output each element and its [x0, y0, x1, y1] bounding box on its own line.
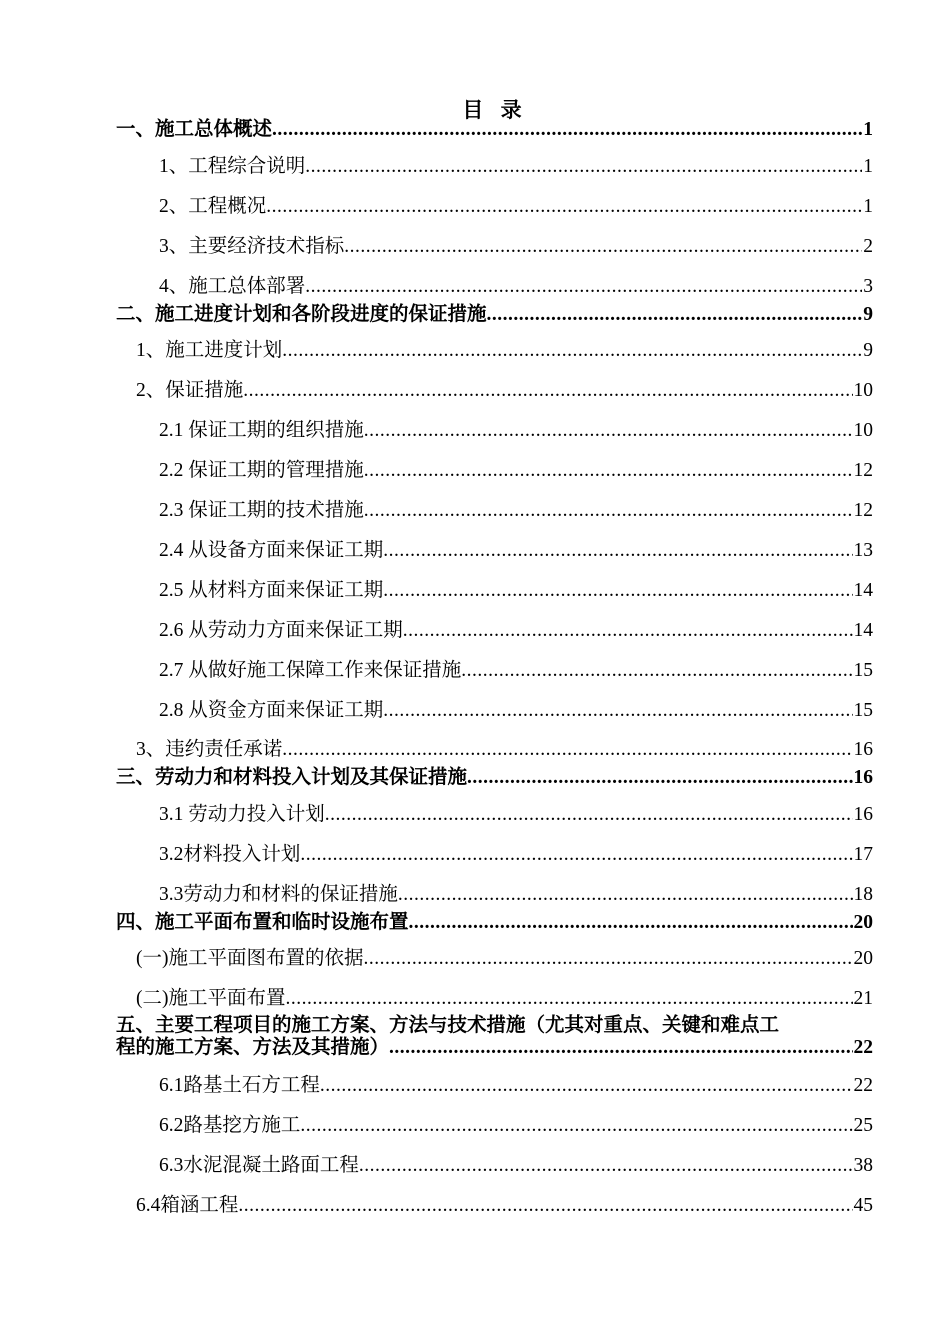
toc-entry-page: 1: [863, 156, 873, 177]
toc-entry-page: 14: [853, 620, 873, 641]
toc-entry[interactable]: [136, 946, 873, 972]
toc-entry-page: 12: [853, 500, 873, 521]
toc-entry[interactable]: [116, 1035, 873, 1061]
toc-entry-text: 1、工程综合说明: [159, 156, 306, 177]
toc-entry-page: 10: [853, 420, 873, 441]
toc-entry-line1[interactable]: 五、主要工程项目的施工方案、方法与技术措施（尤其对重点、关键和难点工: [116, 1015, 780, 1036]
toc-entry[interactable]: [136, 378, 873, 404]
toc-entry[interactable]: [159, 194, 873, 220]
toc-entry-text: 3、主要经济技术指标: [159, 236, 345, 257]
toc-entry-page: 15: [853, 700, 873, 721]
toc-entry-page: 16: [853, 767, 873, 788]
toc-entry-page: 20: [853, 912, 873, 933]
toc-entry-text: 2、工程概况: [159, 196, 267, 217]
toc-entry-page: 13: [853, 540, 873, 561]
toc-entry-text: 3、违约责任承诺: [136, 739, 283, 760]
toc-entry-page: 22: [853, 1037, 873, 1058]
toc-entry-text: 四、施工平面布置和临时设施布置: [116, 912, 409, 933]
toc-entry-text: 3.3劳动力和材料的保证措施: [159, 884, 398, 905]
toc-entry[interactable]: [116, 910, 873, 936]
toc-entry[interactable]: [159, 842, 873, 868]
toc-entry-page: 14: [853, 580, 873, 601]
toc-entry[interactable]: [159, 418, 873, 444]
toc-entry-page: 18: [853, 884, 873, 905]
toc-entry-page: 17: [853, 844, 873, 865]
toc-entry[interactable]: [159, 882, 873, 908]
toc-entry-text: (二)施工平面布置: [136, 988, 286, 1009]
toc-entry-page: 9: [863, 304, 873, 325]
toc-entry[interactable]: [136, 1193, 873, 1219]
toc-entry-page: 2: [863, 236, 873, 257]
toc-entry-text: 2.4 从设备方面来保证工期: [159, 540, 384, 561]
toc-entry-text: 2.5 从材料方面来保证工期: [159, 580, 384, 601]
toc-entry-page: 25: [853, 1115, 873, 1136]
toc-entry-page: 9: [863, 340, 873, 361]
toc-entry-text: 6.1路基土石方工程: [159, 1075, 320, 1096]
toc-entry-text: 2.1 保证工期的组织措施: [159, 420, 364, 441]
toc-entry-page: 12: [853, 460, 873, 481]
toc-entry-text: 2.3 保证工期的技术措施: [159, 500, 364, 521]
toc-title: 目 录: [462, 98, 528, 122]
toc-entry[interactable]: [159, 538, 873, 564]
toc-entry-text: 二、施工进度计划和各阶段进度的保证措施: [116, 304, 487, 325]
toc-entry[interactable]: [159, 498, 873, 524]
toc-entry-text: 3.1 劳动力投入计划: [159, 804, 325, 825]
toc-entry[interactable]: [159, 274, 873, 300]
toc-entry-text: 2.2 保证工期的管理措施: [159, 460, 364, 481]
toc-entry-text: 3.2材料投入计划: [159, 844, 301, 865]
toc-entry[interactable]: [136, 986, 873, 1012]
toc-entry[interactable]: [116, 302, 873, 328]
toc-entry[interactable]: [136, 338, 873, 364]
toc-entry[interactable]: [159, 1113, 873, 1139]
toc-entry[interactable]: [159, 234, 873, 260]
toc-entry-text: 程的施工方案、方法及其措施）: [116, 1037, 390, 1058]
toc-entry-page: 16: [853, 804, 873, 825]
toc-entry-text: 6.3水泥混凝土路面工程: [159, 1155, 359, 1176]
toc-entry-page: 15: [853, 660, 873, 681]
toc-entry-page: 21: [853, 988, 873, 1009]
toc-entry[interactable]: [159, 154, 873, 180]
toc-entry-page: 22: [853, 1075, 873, 1096]
toc-entry-text: 2.7 从做好施工保障工作来保证措施: [159, 660, 462, 681]
toc-entry-page: 1: [863, 196, 873, 217]
toc-entry-text: 2.8 从资金方面来保证工期: [159, 700, 384, 721]
toc-entry-text: 2.6 从劳动力方面来保证工期: [159, 620, 403, 641]
toc-entry-page: 10: [853, 380, 873, 401]
toc-entry[interactable]: [159, 658, 873, 684]
toc-entry[interactable]: [159, 618, 873, 644]
toc-entry-text: 6.2路基挖方施工: [159, 1115, 301, 1136]
toc-entry-page: 3: [863, 276, 873, 297]
toc-entry[interactable]: [159, 1073, 873, 1099]
toc-entry[interactable]: [159, 578, 873, 604]
toc-entry[interactable]: [159, 698, 873, 724]
toc-entry-text: 一、施工总体概述: [116, 119, 273, 140]
toc-entry[interactable]: [159, 458, 873, 484]
toc-entry-page: 1: [863, 119, 873, 140]
toc-entry-page: 16: [853, 739, 873, 760]
toc-entry[interactable]: [159, 802, 873, 828]
toc-entry-page: 45: [853, 1195, 873, 1216]
toc-entry-text: (一)施工平面图布置的依据: [136, 948, 364, 969]
toc-entry[interactable]: [159, 1153, 873, 1179]
toc-entry-text: 6.4箱涵工程: [136, 1195, 239, 1216]
toc-entry-text: 4、施工总体部署: [159, 276, 306, 297]
toc-entry-text: 三、劳动力和材料投入计划及其保证措施: [116, 767, 468, 788]
toc-entry-text: 2、保证措施: [136, 380, 244, 401]
toc-entry-text: 1、施工进度计划: [136, 340, 283, 361]
toc-entry[interactable]: [116, 117, 873, 143]
toc-entry[interactable]: [136, 737, 873, 763]
toc-entry[interactable]: [116, 765, 873, 791]
toc-entry-page: 20: [853, 948, 873, 969]
toc-entry-page: 38: [853, 1155, 873, 1176]
